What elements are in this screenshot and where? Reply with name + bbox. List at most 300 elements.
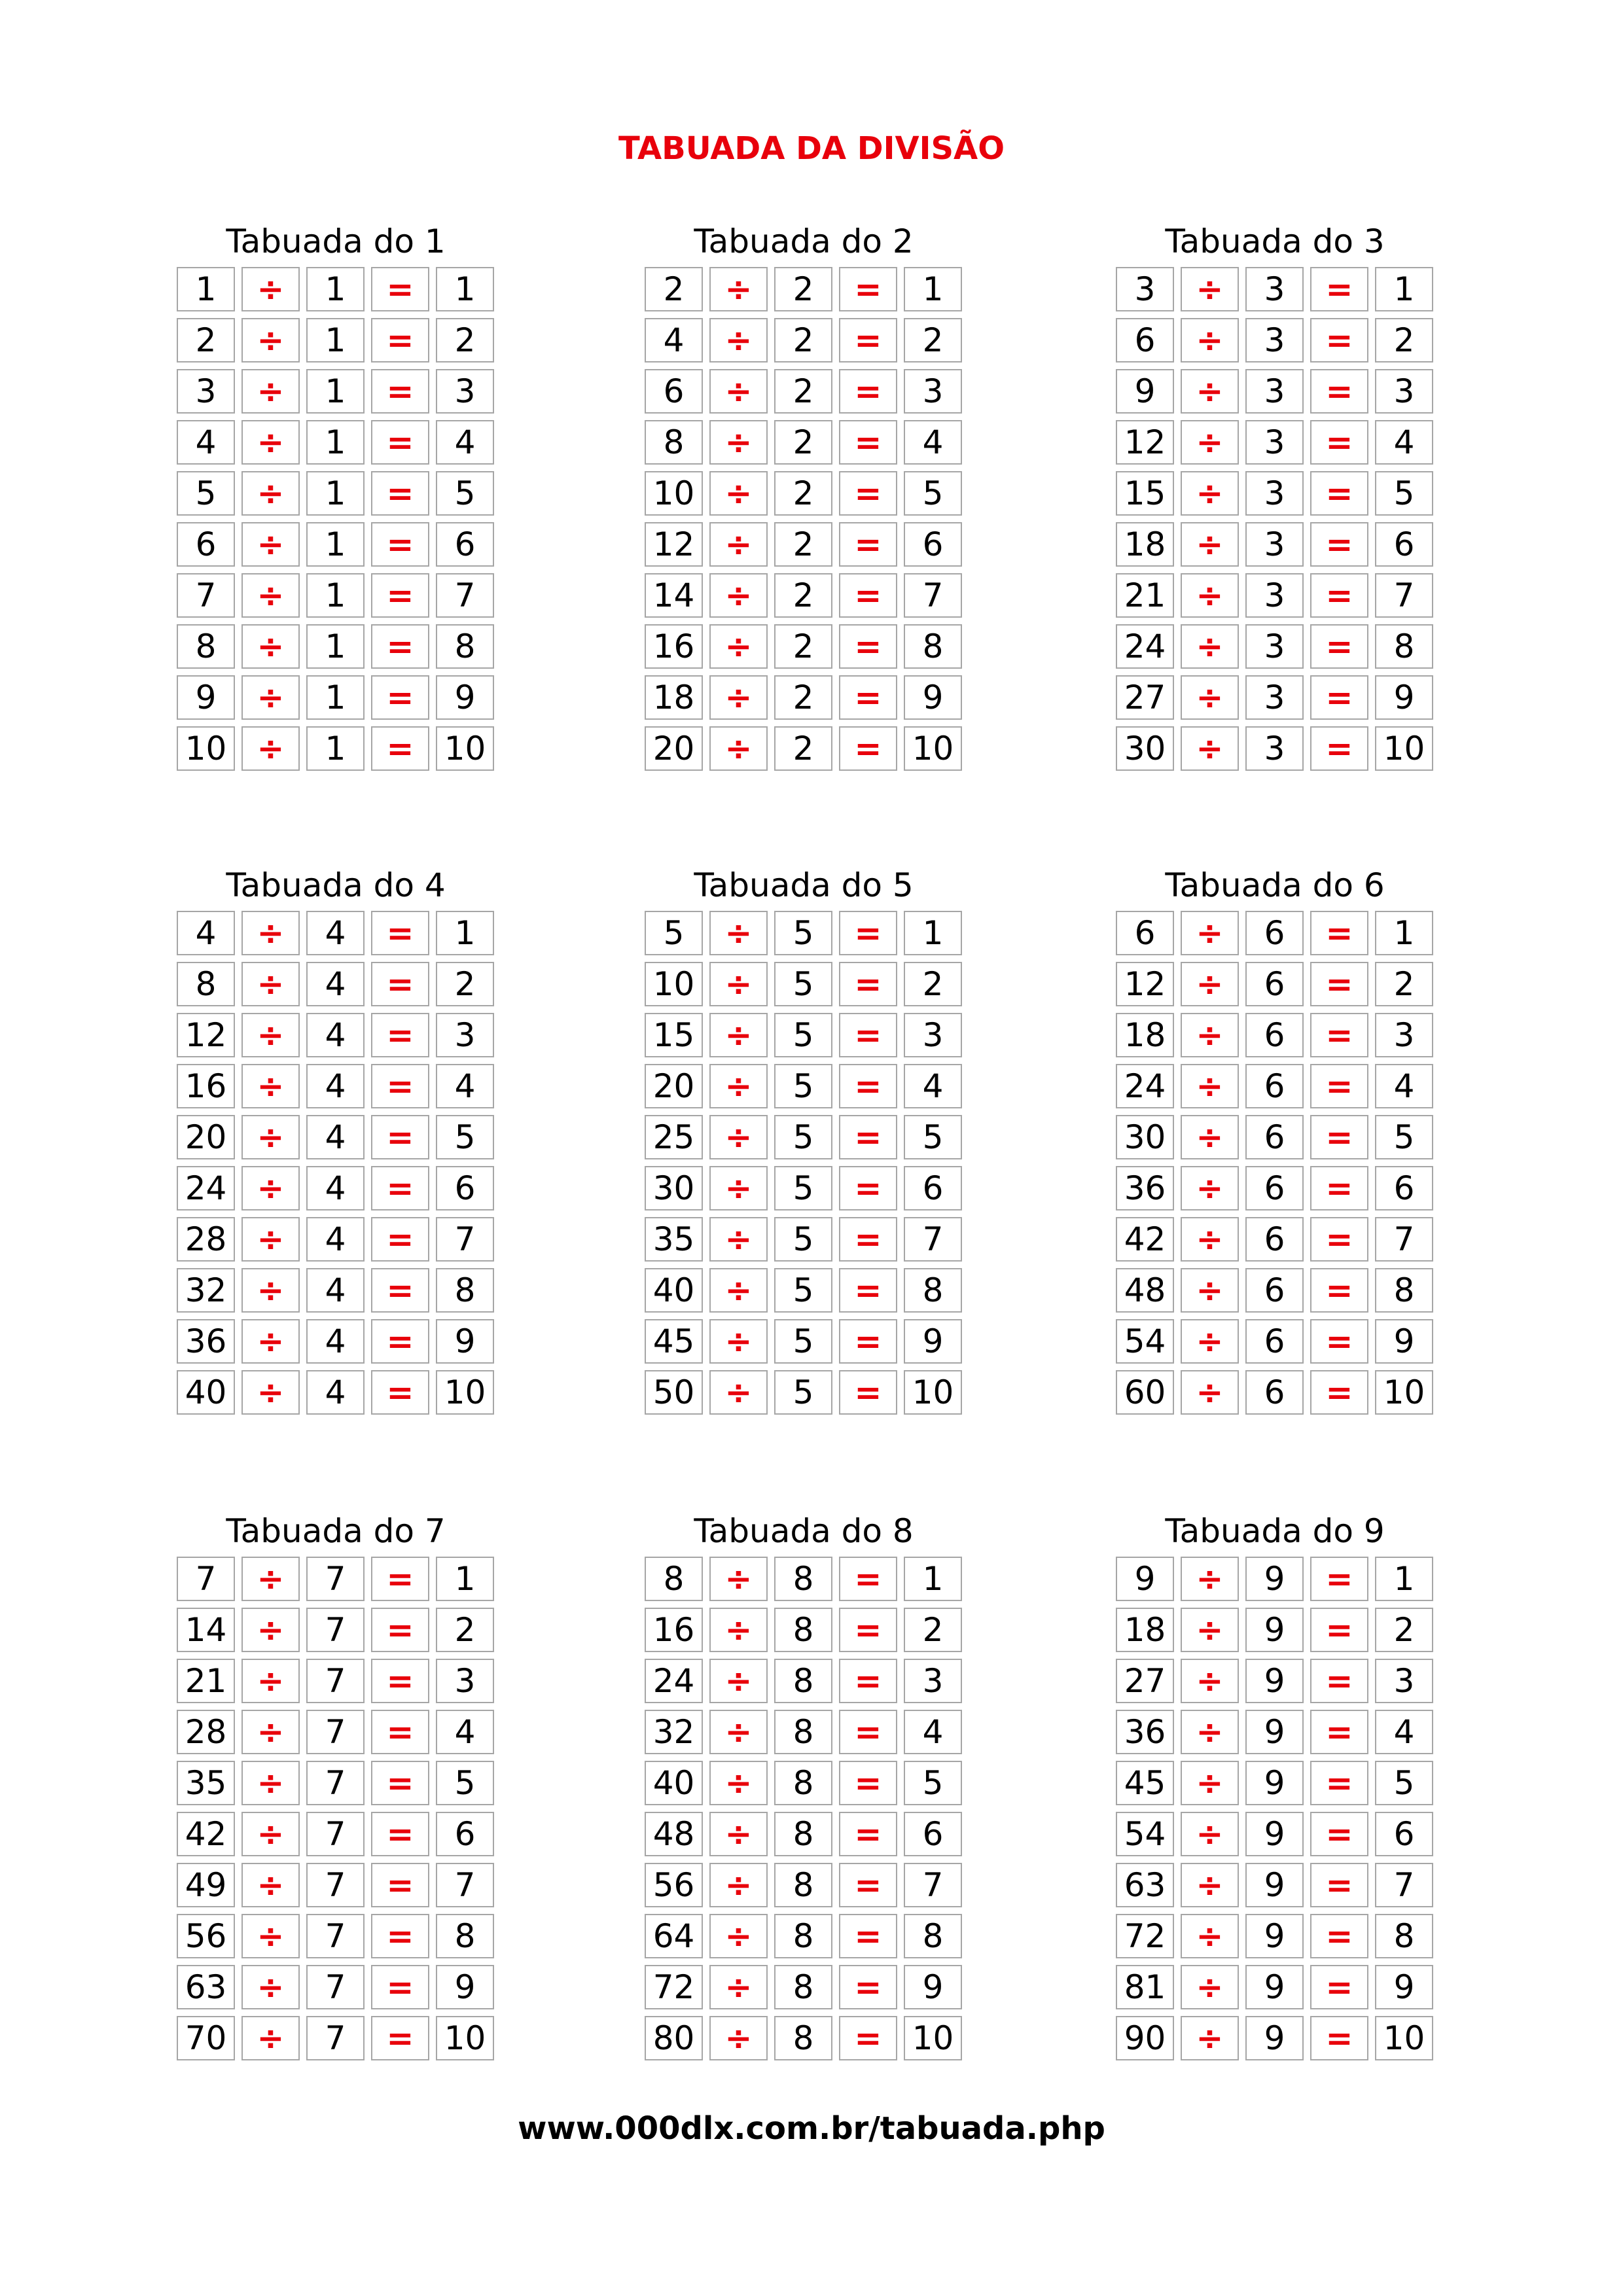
divisor-cell: 8 (774, 2016, 832, 2060)
divide-sign: ÷ (1181, 962, 1239, 1006)
divisor-cell: 9 (1245, 1557, 1304, 1601)
dividend-cell: 4 (645, 318, 703, 362)
equals-sign: = (371, 522, 429, 567)
table-row (177, 911, 495, 955)
equals-sign: = (371, 1166, 429, 1210)
divide-sign: ÷ (709, 1863, 768, 1907)
divisor-cell: 4 (306, 1166, 365, 1210)
result-cell: 7 (1375, 1863, 1433, 1907)
result-cell: 3 (436, 1013, 494, 1057)
table-row (177, 1914, 495, 1958)
result-cell: 5 (1375, 1115, 1433, 1159)
equals-sign: = (371, 1914, 429, 1958)
table-row (1116, 726, 1434, 771)
divisor-cell: 3 (1245, 573, 1304, 618)
table-row (1116, 1319, 1434, 1364)
dividend-cell: 8 (645, 1557, 703, 1601)
result-cell: 2 (1375, 318, 1433, 362)
dividend-cell: 18 (645, 675, 703, 720)
divisor-cell: 3 (1245, 624, 1304, 669)
equals-sign: = (839, 1166, 897, 1210)
table-row (645, 522, 963, 567)
division-table (177, 219, 495, 771)
divide-sign: ÷ (241, 1914, 300, 1958)
divisor-cell: 1 (306, 318, 365, 362)
result-cell: 10 (436, 2016, 494, 2060)
divisor-cell: 8 (774, 1710, 832, 1754)
divisor-cell: 9 (1245, 1914, 1304, 1958)
equals-sign: = (371, 1217, 429, 1262)
divide-sign: ÷ (709, 1965, 768, 2009)
table-row (177, 1608, 495, 1652)
divide-sign: ÷ (709, 675, 768, 720)
equals-sign: = (371, 573, 429, 618)
divide-sign: ÷ (241, 624, 300, 669)
table-row (177, 420, 495, 465)
result-cell: 4 (1375, 420, 1433, 465)
equals-sign: = (839, 1965, 897, 2009)
table-row (1116, 962, 1434, 1006)
result-cell: 3 (904, 1659, 962, 1703)
table-row (1116, 624, 1434, 669)
divisor-cell: 5 (774, 1268, 832, 1313)
divide-sign: ÷ (241, 1166, 300, 1210)
divide-sign: ÷ (1181, 624, 1239, 669)
result-cell: 1 (436, 911, 494, 955)
table-row (645, 1166, 963, 1210)
divide-sign: ÷ (1181, 675, 1239, 720)
table-rows (1116, 1557, 1434, 2060)
table-row (645, 1064, 963, 1108)
result-cell: 8 (436, 1268, 494, 1313)
divide-sign: ÷ (709, 962, 768, 1006)
equals-sign: = (371, 726, 429, 771)
result-cell: 5 (436, 471, 494, 516)
divide-sign: ÷ (709, 1608, 768, 1652)
divisor-cell: 8 (774, 1608, 832, 1652)
result-cell: 7 (436, 573, 494, 618)
divisor-cell: 1 (306, 522, 365, 567)
dividend-cell: 20 (177, 1115, 235, 1159)
result-cell: 4 (436, 420, 494, 465)
dividend-cell: 54 (1116, 1812, 1174, 1856)
dividend-cell: 2 (177, 318, 235, 362)
equals-sign: = (839, 1863, 897, 1907)
divisor-cell: 1 (306, 369, 365, 414)
divide-sign: ÷ (709, 522, 768, 567)
divisor-cell: 9 (1245, 2016, 1304, 2060)
dividend-cell: 4 (177, 911, 235, 955)
divide-sign: ÷ (241, 522, 300, 567)
table-title: Tabuada do 7 (226, 1512, 446, 1550)
divisor-cell: 4 (306, 911, 365, 955)
dividend-cell: 15 (1116, 471, 1174, 516)
table-row (1116, 1914, 1434, 1958)
result-cell: 9 (436, 1965, 494, 2009)
result-cell: 3 (436, 369, 494, 414)
dividend-cell: 3 (1116, 267, 1174, 311)
divide-sign: ÷ (1181, 1761, 1239, 1805)
divide-sign: ÷ (709, 1370, 768, 1415)
table-rows (645, 267, 963, 771)
divide-sign: ÷ (1181, 1659, 1239, 1703)
divisor-cell: 6 (1245, 1370, 1304, 1415)
table-row (1116, 573, 1434, 618)
dividend-cell: 12 (1116, 420, 1174, 465)
divide-sign: ÷ (1181, 1217, 1239, 1262)
divide-sign: ÷ (709, 267, 768, 311)
result-cell: 5 (904, 1115, 962, 1159)
result-cell: 3 (904, 369, 962, 414)
dividend-cell: 16 (645, 1608, 703, 1652)
dividend-cell: 28 (177, 1217, 235, 1262)
result-cell: 1 (904, 1557, 962, 1601)
divisor-cell: 7 (306, 1761, 365, 1805)
equals-sign: = (839, 420, 897, 465)
divisor-cell: 3 (1245, 522, 1304, 567)
table-row (177, 267, 495, 311)
divisor-cell: 5 (774, 962, 832, 1006)
equals-sign: = (839, 1710, 897, 1754)
divide-sign: ÷ (1181, 1064, 1239, 1108)
divisor-cell: 9 (1245, 1761, 1304, 1805)
divide-sign: ÷ (1181, 726, 1239, 771)
table-row (645, 1319, 963, 1364)
dividend-cell: 64 (645, 1914, 703, 1958)
divide-sign: ÷ (709, 1319, 768, 1364)
dividend-cell: 16 (177, 1064, 235, 1108)
table-row (1116, 267, 1434, 311)
table-row (1116, 1268, 1434, 1313)
division-table (645, 1508, 963, 2060)
divisor-cell: 6 (1245, 1115, 1304, 1159)
equals-sign: = (371, 962, 429, 1006)
table-row (1116, 471, 1434, 516)
divisor-cell: 8 (774, 1557, 832, 1601)
divisor-cell: 2 (774, 267, 832, 311)
table-row (177, 1319, 495, 1364)
divisor-cell: 7 (306, 1812, 365, 1856)
result-cell: 7 (904, 573, 962, 618)
table-row (645, 1710, 963, 1754)
dividend-cell: 9 (1116, 1557, 1174, 1601)
divide-sign: ÷ (1181, 522, 1239, 567)
table-rows (177, 911, 495, 1415)
divide-sign: ÷ (241, 471, 300, 516)
equals-sign: = (371, 1115, 429, 1159)
divide-sign: ÷ (241, 1863, 300, 1907)
divide-sign: ÷ (709, 1914, 768, 1958)
divisor-cell: 8 (774, 1761, 832, 1805)
equals-sign: = (1310, 267, 1368, 311)
table-row (645, 1268, 963, 1313)
result-cell: 1 (436, 267, 494, 311)
table-row (1116, 1761, 1434, 1805)
divisor-cell: 4 (306, 1370, 365, 1415)
result-cell: 2 (1375, 1608, 1433, 1652)
division-table (1116, 219, 1434, 771)
equals-sign: = (371, 1710, 429, 1754)
table-row (645, 1914, 963, 1958)
divide-sign: ÷ (241, 1761, 300, 1805)
table-row (177, 1370, 495, 1415)
result-cell: 5 (436, 1115, 494, 1159)
equals-sign: = (1310, 420, 1368, 465)
divide-sign: ÷ (1181, 1608, 1239, 1652)
divisor-cell: 9 (1245, 1863, 1304, 1907)
equals-sign: = (839, 911, 897, 955)
division-table (1116, 1508, 1434, 2060)
equals-sign: = (371, 1965, 429, 2009)
result-cell: 9 (436, 1319, 494, 1364)
equals-sign: = (839, 624, 897, 669)
equals-sign: = (1310, 1166, 1368, 1210)
divisor-cell: 4 (306, 1013, 365, 1057)
equals-sign: = (371, 1319, 429, 1364)
result-cell: 4 (1375, 1710, 1433, 1754)
dividend-cell: 15 (645, 1013, 703, 1057)
divide-sign: ÷ (1181, 2016, 1239, 2060)
table-row (645, 1812, 963, 1856)
result-cell: 6 (904, 1812, 962, 1856)
equals-sign: = (1310, 962, 1368, 1006)
dividend-cell: 18 (1116, 1608, 1174, 1652)
table-row (177, 318, 495, 362)
equals-sign: = (839, 573, 897, 618)
divide-sign: ÷ (709, 471, 768, 516)
result-cell: 7 (436, 1863, 494, 1907)
dividend-cell: 21 (1116, 573, 1174, 618)
divide-sign: ÷ (1181, 1115, 1239, 1159)
dividend-cell: 90 (1116, 2016, 1174, 2060)
footer-url: www.000dlx.com.br/tabuada.php (518, 2110, 1105, 2147)
equals-sign: = (1310, 318, 1368, 362)
dividend-cell: 14 (645, 573, 703, 618)
dividend-cell: 40 (177, 1370, 235, 1415)
table-row (177, 1013, 495, 1057)
divisor-cell: 2 (774, 420, 832, 465)
equals-sign: = (1310, 624, 1368, 669)
result-cell: 10 (904, 1370, 962, 1415)
division-table (1116, 862, 1434, 1415)
divide-sign: ÷ (709, 1217, 768, 1262)
divisor-cell: 2 (774, 471, 832, 516)
table-rows (645, 911, 963, 1415)
equals-sign: = (839, 1115, 897, 1159)
table-row (177, 624, 495, 669)
dividend-cell: 4 (177, 420, 235, 465)
dividend-cell: 16 (645, 624, 703, 669)
result-cell: 8 (436, 1914, 494, 1958)
equals-sign: = (839, 2016, 897, 2060)
table-row (1116, 1166, 1434, 1210)
result-cell: 4 (904, 1064, 962, 1108)
divisor-cell: 1 (306, 420, 365, 465)
equals-sign: = (839, 1268, 897, 1313)
divisor-cell: 2 (774, 675, 832, 720)
dividend-cell: 42 (177, 1812, 235, 1856)
result-cell: 3 (1375, 1013, 1433, 1057)
result-cell: 6 (436, 522, 494, 567)
dividend-cell: 5 (177, 471, 235, 516)
divisor-cell: 8 (774, 1863, 832, 1907)
equals-sign: = (1310, 573, 1368, 618)
dividend-cell: 27 (1116, 675, 1174, 720)
equals-sign: = (371, 911, 429, 955)
dividend-cell: 30 (645, 1166, 703, 1210)
table-row (1116, 318, 1434, 362)
result-cell: 6 (436, 1812, 494, 1856)
divide-sign: ÷ (709, 726, 768, 771)
divide-sign: ÷ (709, 369, 768, 414)
result-cell: 10 (904, 2016, 962, 2060)
table-row (177, 1659, 495, 1703)
divide-sign: ÷ (241, 1608, 300, 1652)
division-table (177, 862, 495, 1415)
divisor-cell: 6 (1245, 1268, 1304, 1313)
divide-sign: ÷ (1181, 1914, 1239, 1958)
dividend-cell: 30 (1116, 726, 1174, 771)
equals-sign: = (371, 1370, 429, 1415)
dividend-cell: 30 (1116, 1115, 1174, 1159)
dividend-cell: 18 (1116, 522, 1174, 567)
equals-sign: = (1310, 1557, 1368, 1601)
divide-sign: ÷ (241, 1115, 300, 1159)
equals-sign: = (1310, 1710, 1368, 1754)
divide-sign: ÷ (709, 624, 768, 669)
dividend-cell: 56 (645, 1863, 703, 1907)
divisor-cell: 1 (306, 726, 365, 771)
dividend-cell: 36 (1116, 1710, 1174, 1754)
result-cell: 1 (1375, 911, 1433, 955)
divisor-cell: 4 (306, 1217, 365, 1262)
equals-sign: = (1310, 1370, 1368, 1415)
result-cell: 10 (1375, 2016, 1433, 2060)
divisor-cell: 3 (1245, 471, 1304, 516)
divide-sign: ÷ (709, 2016, 768, 2060)
dividend-cell: 8 (645, 420, 703, 465)
divide-sign: ÷ (241, 2016, 300, 2060)
divisor-cell: 3 (1245, 267, 1304, 311)
table-rows (177, 1557, 495, 2060)
table-row (645, 369, 963, 414)
result-cell: 10 (1375, 1370, 1433, 1415)
table-row (177, 2016, 495, 2060)
table-row (645, 911, 963, 955)
divisor-cell: 5 (774, 1166, 832, 1210)
divide-sign: ÷ (241, 726, 300, 771)
table-title: Tabuada do 3 (1165, 222, 1385, 260)
divisor-cell: 5 (774, 1217, 832, 1262)
result-cell: 5 (904, 471, 962, 516)
equals-sign: = (1310, 1268, 1368, 1313)
dividend-cell: 45 (1116, 1761, 1174, 1805)
table-row (1116, 369, 1434, 414)
divisor-cell: 6 (1245, 911, 1304, 955)
divisor-cell: 2 (774, 573, 832, 618)
result-cell: 1 (904, 267, 962, 311)
dividend-cell: 49 (177, 1863, 235, 1907)
equals-sign: = (839, 675, 897, 720)
result-cell: 6 (1375, 1166, 1433, 1210)
table-row (177, 1965, 495, 2009)
equals-sign: = (371, 1659, 429, 1703)
dividend-cell: 3 (177, 369, 235, 414)
table-row (177, 1115, 495, 1159)
divisor-cell: 6 (1245, 1166, 1304, 1210)
divide-sign: ÷ (1181, 1710, 1239, 1754)
table-row (645, 573, 963, 618)
equals-sign: = (839, 522, 897, 567)
divide-sign: ÷ (709, 573, 768, 618)
equals-sign: = (839, 1319, 897, 1364)
table-row (1116, 1064, 1434, 1108)
divisor-cell: 1 (306, 675, 365, 720)
table-title: Tabuada do 4 (226, 866, 446, 904)
dividend-cell: 7 (177, 1557, 235, 1601)
equals-sign: = (371, 318, 429, 362)
dividend-cell: 9 (1116, 369, 1174, 414)
dividend-cell: 6 (645, 369, 703, 414)
dividend-cell: 8 (177, 624, 235, 669)
divide-sign: ÷ (709, 1761, 768, 1805)
table-title: Tabuada do 9 (1165, 1512, 1385, 1550)
result-cell: 7 (904, 1217, 962, 1262)
table-row (177, 962, 495, 1006)
equals-sign: = (1310, 2016, 1368, 2060)
dividend-cell: 7 (177, 573, 235, 618)
divisor-cell: 9 (1245, 1608, 1304, 1652)
divide-sign: ÷ (709, 1013, 768, 1057)
table-row (177, 1557, 495, 1601)
table-row (177, 1166, 495, 1210)
equals-sign: = (1310, 1812, 1368, 1856)
divisor-cell: 7 (306, 1710, 365, 1754)
table-row (645, 1115, 963, 1159)
table-row (645, 471, 963, 516)
table-rows (645, 1557, 963, 2060)
divisor-cell: 6 (1245, 1319, 1304, 1364)
divisor-cell: 3 (1245, 675, 1304, 720)
table-row (645, 1965, 963, 2009)
equals-sign: = (839, 962, 897, 1006)
divisor-cell: 6 (1245, 1217, 1304, 1262)
result-cell: 9 (1375, 1965, 1433, 2009)
table-row (177, 522, 495, 567)
divisor-cell: 8 (774, 1965, 832, 2009)
equals-sign: = (1310, 522, 1368, 567)
result-cell: 7 (436, 1217, 494, 1262)
equals-sign: = (839, 726, 897, 771)
dividend-cell: 12 (177, 1013, 235, 1057)
divide-sign: ÷ (709, 318, 768, 362)
result-cell: 10 (436, 726, 494, 771)
divide-sign: ÷ (241, 1370, 300, 1415)
divide-sign: ÷ (241, 675, 300, 720)
table-row (1116, 1812, 1434, 1856)
equals-sign: = (1310, 726, 1368, 771)
divisor-cell: 5 (774, 1115, 832, 1159)
divide-sign: ÷ (241, 573, 300, 618)
dividend-cell: 36 (177, 1319, 235, 1364)
result-cell: 1 (1375, 1557, 1433, 1601)
dividend-cell: 72 (1116, 1914, 1174, 1958)
equals-sign: = (371, 369, 429, 414)
dividend-cell: 35 (645, 1217, 703, 1262)
divide-sign: ÷ (709, 420, 768, 465)
divisor-cell: 1 (306, 573, 365, 618)
dividend-cell: 45 (645, 1319, 703, 1364)
